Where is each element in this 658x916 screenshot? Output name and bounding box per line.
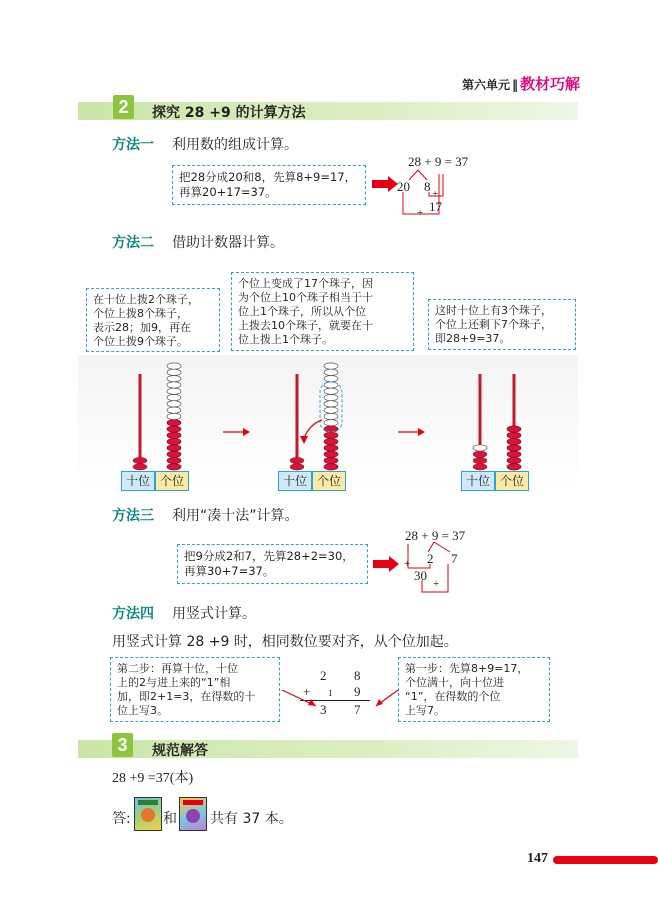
method-4-instruction: 用竖式计算 28 +9 时，相同数位要对齐，从个位加起。 (112, 634, 458, 650)
abacus-3-one-bead (507, 451, 521, 457)
method-2-desc: 借助计数器计算。 (172, 235, 284, 251)
abacus-3-one-bead (507, 426, 521, 432)
vertical-result-ones: 7 (354, 702, 361, 717)
abacus-2-one-bead (324, 464, 338, 470)
book-cover-2 (179, 797, 207, 831)
section-2-title: 探究 28 +9 的计算方法 (152, 105, 306, 121)
abacus-1-one-bead (167, 451, 181, 457)
abacus-1-one-bead (167, 432, 181, 438)
abacus-2-ten-bead (290, 464, 304, 470)
method-1-line-2: 再算20+17=37。 (179, 185, 277, 199)
abacus-2-one-bead (324, 369, 338, 375)
abacus-3-ten-bead (473, 464, 487, 470)
abacus-1-added-bead (167, 394, 181, 400)
abacus-carry-arrowhead-icon (300, 436, 308, 444)
method-3-desc: 利用“凑十法”计算。 (172, 508, 299, 524)
section-2-number: 2 (113, 95, 134, 119)
abacus-1-one-bead (167, 426, 181, 432)
vertical-tens-digit-1: 2 (320, 668, 327, 683)
unit-header (462, 73, 580, 94)
abacus-2-one-bead (324, 426, 338, 432)
vertical-ones-digit-2: 9 (354, 684, 361, 699)
page-number-bar (553, 856, 658, 864)
method-3-split-b: 7 (451, 551, 458, 566)
method-3-explanation (177, 544, 368, 584)
abacus-1-one-bead (167, 439, 181, 445)
method-1-split-b: 8 (424, 179, 431, 194)
header-title: 教材巧解 (519, 75, 580, 93)
abacus-2-one-bead (324, 451, 338, 457)
note-2-line: 位上拨上1个珠子。 (238, 333, 333, 346)
abacus-3-one-bead (507, 464, 521, 470)
abacus-1-one-bead (167, 420, 181, 426)
abacus-2-ten-label: 十位 (278, 471, 312, 491)
vertical-ones-digit-1: 8 (354, 668, 361, 683)
note-1-line: 在十位上拨2个珠子， (93, 293, 199, 306)
method-4-label: 方法四 (112, 606, 154, 622)
section-3-number: 3 (112, 733, 133, 757)
method-1-sum: 17 (429, 199, 442, 214)
method-3-line-2: 再算30+7=37。 (184, 564, 275, 578)
answer-equation: 28 +9 =37(本) (112, 771, 194, 786)
answer-suffix: 共有 37 本。 (210, 811, 293, 827)
method-1-label: 方法一 (112, 137, 154, 153)
note-3-line: 这时十位上有3个珠子， (435, 304, 552, 317)
abacus-3-ten-bead (473, 451, 487, 457)
step-2-line: 加，即2+1=3，在得数的十 (117, 690, 256, 703)
method-1-plus-1: + (432, 188, 439, 200)
abacus-1-added-bead (167, 413, 181, 419)
note-2-line: 位上1个珠子，所以从个位 (238, 305, 366, 318)
abacus-3-one-bead (507, 439, 521, 445)
answer-prefix: 答: (112, 811, 131, 827)
method-1-line-1: 把28分成20和8，先算8+9=17， (179, 170, 357, 184)
abacus-3-carried-bead (473, 445, 487, 451)
header-separator: ‖ (511, 78, 518, 92)
abacus-1-added-bead (167, 382, 181, 388)
abacus-1-added-bead (167, 376, 181, 382)
abacus-1-ten-bead (133, 457, 147, 463)
method-3-arrow-icon (373, 556, 399, 572)
abacus-1-one-label: 个位 (155, 471, 189, 491)
abacus-1-one-bead (167, 457, 181, 463)
abacus-2-one-bead (324, 388, 338, 394)
note-3-line: 个位上还剩下7个珠子， (435, 318, 552, 331)
note-1-line: 表示28；加9，再在 (93, 321, 191, 334)
step-2-line: 第二步：再算十位，十位 (117, 662, 238, 675)
section-3-title: 规范解答 (152, 743, 208, 759)
answer-and: 和 (163, 811, 177, 827)
abacus-3-ten-label: 十位 (461, 471, 495, 491)
abacus-3-one-bead (507, 445, 521, 451)
method-3-plus-2: + (433, 578, 440, 590)
abacus-note-1 (86, 288, 220, 352)
book-cover-1 (134, 797, 162, 831)
abacus-1-one-bead (167, 464, 181, 470)
abacus-2-one-label: 个位 (312, 471, 346, 491)
method-1-equation: 28 + 9 = 37 (408, 154, 469, 169)
note-1-line: 个位上拨9个珠子。 (93, 335, 188, 348)
note-2-line: 上拨去10个珠子，就要在十 (238, 319, 373, 332)
abacus-2-one-bead (324, 439, 338, 445)
abacus-1-added-bead (167, 369, 181, 375)
method-3-equation: 28 + 9 = 37 (405, 528, 466, 543)
abacus-2-one-bead (324, 407, 338, 413)
method-1-plus-2: + (417, 207, 424, 219)
step-1-line: 上写7。 (405, 704, 445, 717)
abacus-2-one-bead (324, 457, 338, 463)
page-number: 147 (527, 851, 548, 866)
step-1-line: 第一步：先算8+9=17， (405, 662, 529, 675)
vertical-carry: 1 (328, 688, 333, 698)
method-3-label: 方法三 (112, 508, 154, 524)
abacus-carry-arrow-icon (304, 420, 322, 438)
note-3-line: 即28+9=37。 (435, 332, 511, 345)
vertical-pointer-arrows-icon (280, 688, 400, 712)
unit-name: 第六单元 (461, 78, 510, 92)
vertical-step-1-note (398, 657, 550, 722)
method-1-desc: 利用数的组成计算。 (172, 137, 298, 153)
abacus-1-one-bead (167, 445, 181, 451)
step-2-line: 上的2与进上来的“1”相 (117, 676, 231, 689)
method-3-line-1: 把9分成2和7，先算28+2=30， (184, 549, 354, 563)
abacus-1-added-bead (167, 407, 181, 413)
book-1-illustration-icon (135, 798, 161, 830)
abacus-1-added-bead (167, 363, 181, 369)
abacus-3-one-bead (507, 432, 521, 438)
vertical-step-2-note (110, 657, 280, 722)
abacus-2-one-bead (324, 394, 338, 400)
method-3-split-a: 2 (427, 551, 434, 566)
abacus-1-ten-label: 十位 (121, 471, 155, 491)
method-2-label: 方法二 (112, 235, 154, 251)
vertical-result-tens: 3 (320, 702, 327, 717)
method-3-plus-1: + (404, 558, 411, 570)
abacus-note-2 (231, 272, 414, 351)
abacus-2-one-bead (324, 445, 338, 451)
abacus-2-one-bead (324, 376, 338, 382)
step-2-line: 位上写3。 (117, 704, 168, 717)
abacus-3-one-label: 个位 (495, 471, 529, 491)
method-4-desc: 用竖式计算。 (172, 606, 256, 622)
vertical-plus-sign: + (303, 684, 311, 699)
abacus-3-ten-bead (473, 457, 487, 463)
note-2-line: 个位上变成了17个珠子，因 (238, 277, 373, 290)
step-1-line: 个位满十，向十位进 (405, 676, 504, 689)
method-1-split-a: 20 (397, 179, 410, 194)
abacus-2-one-bead (324, 363, 338, 369)
abacus-3-one-bead (507, 457, 521, 463)
method-3-sum: 30 (414, 568, 427, 583)
step-1-line: “1”，在得数的个位 (405, 690, 501, 703)
note-1-line: 个位上拨8个珠子， (93, 307, 188, 320)
abacus-2-one-bead (324, 420, 338, 426)
abacus-1-added-bead (167, 401, 181, 407)
abacus-note-3 (428, 299, 576, 350)
abacus-2-ten-bead (290, 457, 304, 463)
book-2-illustration-icon (180, 798, 206, 830)
note-2-line: 为个位上10个珠子相当于十 (238, 291, 373, 304)
method-1-explanation (172, 165, 366, 205)
abacus-2-one-bead (324, 432, 338, 438)
abacus-2-one-bead (324, 401, 338, 407)
abacus-1-ten-bead (133, 464, 147, 470)
abacus-1-added-bead (167, 388, 181, 394)
transition-arrowhead-2-icon (418, 428, 425, 436)
transition-arrowhead-1-icon (243, 428, 250, 436)
abacus-2-one-bead (324, 413, 338, 419)
